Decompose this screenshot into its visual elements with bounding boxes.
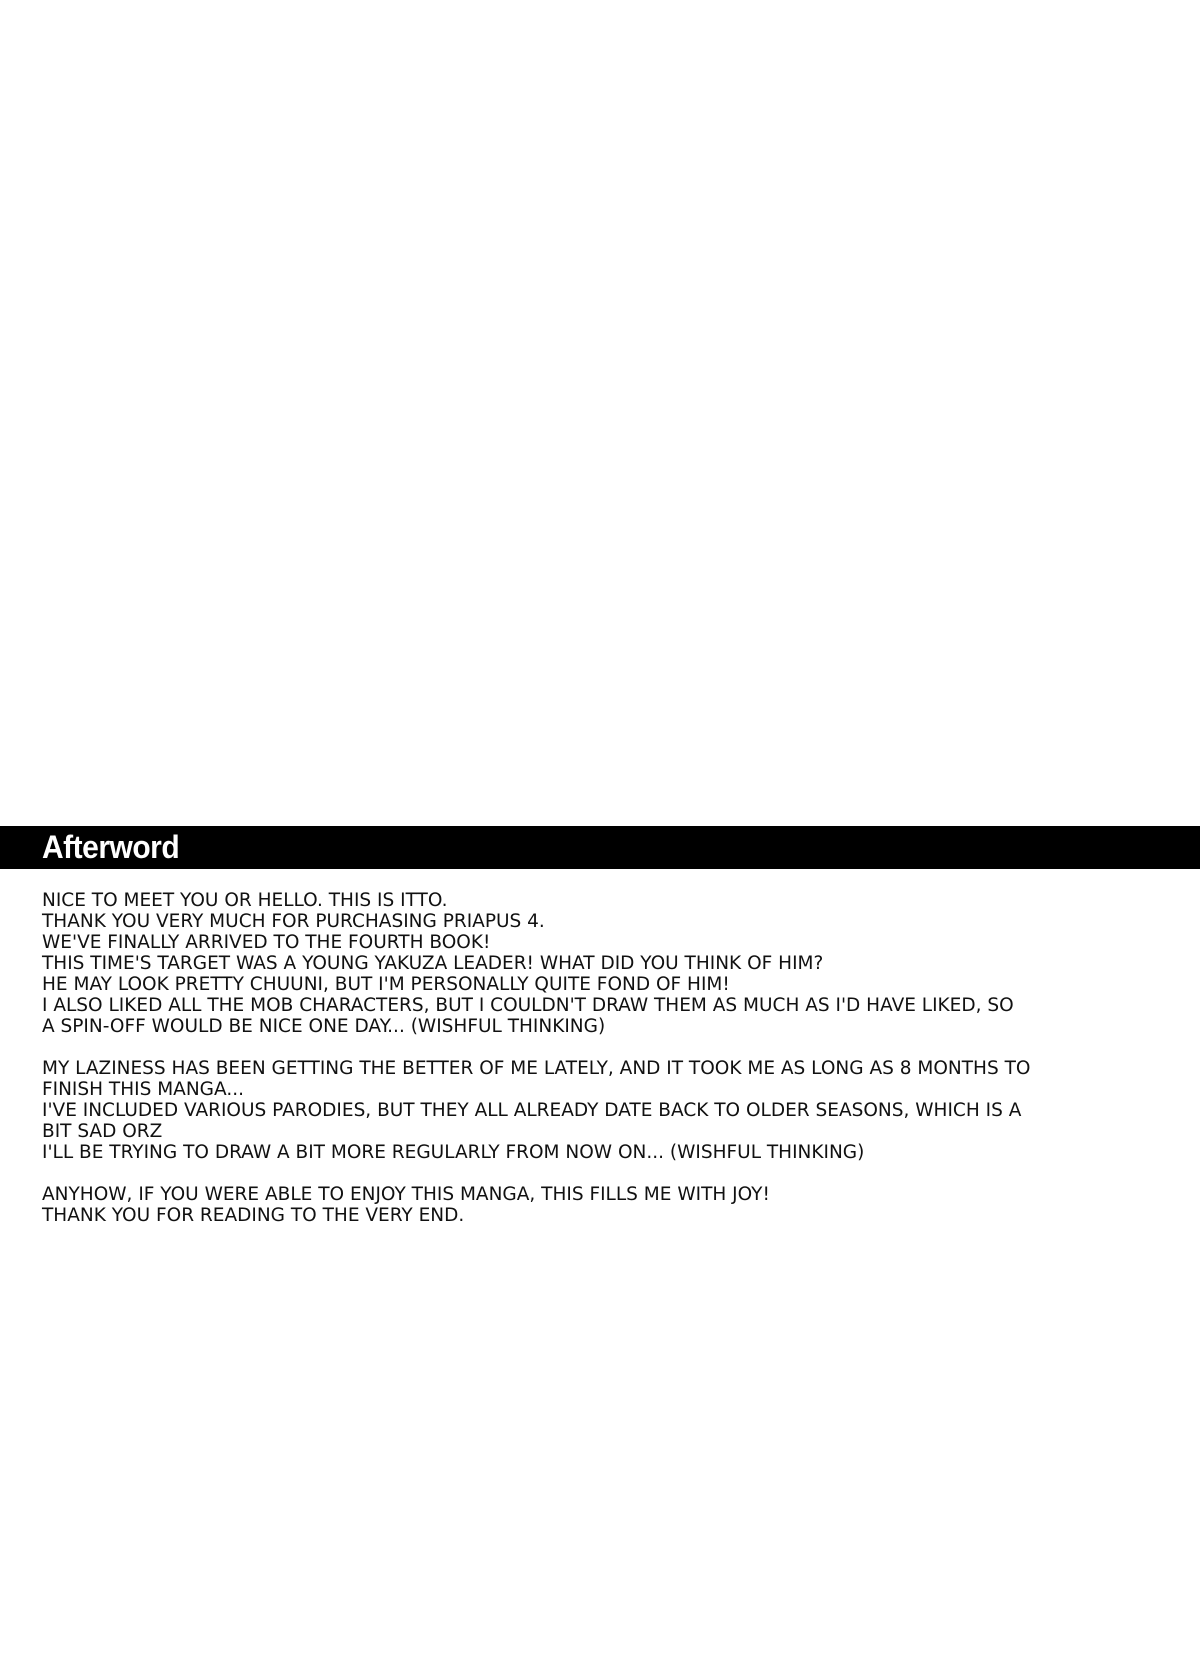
text-line: I ALSO LIKED ALL THE MOB CHARACTERS, BUT I COULDN'T DRAW THEM AS MUCH AS I'D HAVE LIKED, SO [42, 995, 1014, 1016]
text-line: THIS TIME'S TARGET WAS A YOUNG YAKUZA LEADER! WHAT DID YOU THINK OF HIM? [42, 953, 824, 974]
paragraph-intro [42, 890, 1172, 1037]
text-line: FINISH THIS MANGA... [42, 1079, 244, 1100]
text-line: HE MAY LOOK PRETTY CHUUNI, BUT I'M PERSONALLY QUITE FOND OF HIM! [42, 974, 730, 995]
afterword-title: Afterword [42, 830, 180, 866]
afterword-body [42, 890, 1172, 1247]
text-line: ANYHOW, IF YOU WERE ABLE TO ENJOY THIS MANGA, THIS FILLS ME WITH JOY! [42, 1184, 770, 1205]
text-line: A SPIN-OFF WOULD BE NICE ONE DAY... (WISHFUL THINKING) [42, 1016, 606, 1037]
paragraph-laziness [42, 1058, 1172, 1163]
text-line: MY LAZINESS HAS BEEN GETTING THE BETTER OF ME LATELY, AND IT TOOK ME AS LONG AS 8 MONTHS TO [42, 1058, 1031, 1079]
text-line: THANK YOU VERY MUCH FOR PURCHASING PRIAPUS 4. [42, 911, 545, 932]
paragraph-closing [42, 1184, 1172, 1226]
text-line: I'LL BE TRYING TO DRAW A BIT MORE REGULARLY FROM NOW ON... (WISHFUL THINKING) [42, 1142, 865, 1163]
text-line: I'VE INCLUDED VARIOUS PARODIES, BUT THEY ALL ALREADY DATE BACK TO OLDER SEASONS, WHICH IS A [42, 1100, 1022, 1121]
text-line: NICE TO MEET YOU OR HELLO. THIS IS ITTO. [42, 890, 448, 911]
text-line: THANK YOU FOR READING TO THE VERY END. [42, 1205, 465, 1226]
text-line: WE'VE FINALLY ARRIVED TO THE FOURTH BOOK! [42, 932, 491, 953]
afterword-header-bar [0, 826, 1200, 869]
text-line: BIT SAD ORZ [42, 1121, 163, 1142]
